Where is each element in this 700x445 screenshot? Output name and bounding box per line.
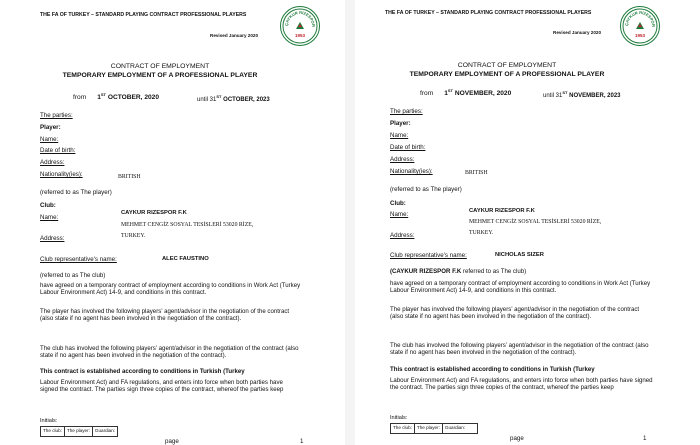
club-address-line1: MEHMET CENGİZ SOSYAL TESİSLERİ 53020 RİZE,: [469, 219, 602, 225]
page-label: page: [165, 438, 179, 445]
referred-player: (referred to as The player): [40, 189, 112, 196]
from-date: NOVEMBER, 2020: [452, 90, 512, 98]
initials-box: [40, 426, 118, 437]
player-label: Player:: [390, 120, 411, 127]
contract-subtitle: TEMPORARY EMPLOYMENT OF A PROFESSIONAL PLAYER: [409, 71, 605, 78]
referred-club: [390, 268, 526, 275]
club-seal-logo: [280, 6, 320, 46]
until-label: until 31: [197, 97, 217, 103]
from-day: 1: [97, 94, 101, 102]
page-label: page: [510, 435, 524, 442]
contract-title: CONTRACT OF EMPLOYMENT: [457, 62, 557, 69]
nationality-label: Nationality(ies):: [390, 168, 433, 175]
initials-player: The player:: [65, 427, 93, 436]
until-date: [197, 94, 270, 103]
contract-period: [73, 92, 159, 101]
club-seal-logo: [620, 6, 660, 46]
initials-box: [390, 423, 478, 434]
club-label: Club:: [40, 202, 56, 209]
player-address-label: Address:: [40, 159, 65, 166]
until-value: NOVEMBER, 2023: [567, 93, 621, 99]
paragraph-player-agent: The player has involved the following players’ agent/advisor in the negotiation of the contract (also state if no agent has been involved in the negotiation of the contract).: [390, 306, 640, 321]
from-sup: ST: [100, 92, 106, 97]
nationality-value: BRITISH: [118, 174, 141, 180]
club-rep-name: ALEC FAUSTINO: [162, 256, 209, 262]
paragraph-enters-force: Labour Environment Act) and FA regulations, and enters into force when both parties have signed the contract. The parties sign three copies of the contract, whereof the parties keep: [40, 379, 284, 394]
parties-label: The parties:: [390, 108, 423, 115]
until-sup: ST: [216, 94, 222, 99]
revised-note: Revised January 2020: [553, 30, 602, 35]
club-address-label: Address:: [40, 235, 65, 242]
svg-text:1953: 1953: [634, 33, 646, 38]
contract-subtitle: TEMPORARY EMPLOYMENT OF A PROFESSIONAL PLAYER: [62, 72, 258, 79]
paragraph-player-agent: The player has involved the following players’ agent/advisor in the negotiation of the contract (also state if no agent has been involved in the negotiation of the contract).: [40, 308, 290, 323]
club-name-value: CAYKUR RIZESPOR F.K: [469, 208, 535, 214]
page-number: 1: [643, 435, 647, 442]
player-name-label: Name:: [40, 136, 59, 143]
dob-label: Date of birth:: [390, 144, 426, 151]
svg-text:ÇAYKUR RİZESPOR KULÜBÜ: ÇAYKUR RİZESPOR: [623, 9, 657, 27]
club-rep-label: Club representative's name:: [390, 252, 467, 259]
doc-header: THE FA OF TURKEY – STANDARD PLAYING CONTRACT PROFESSIONAL PLAYERS: [40, 12, 247, 18]
from-date: OCTOBER, 2020: [105, 94, 159, 102]
initials-guardian: Guardian:: [94, 428, 116, 433]
from-label: from: [73, 94, 87, 102]
until-date: [543, 90, 621, 99]
contract-page-left: [0, 0, 345, 445]
page-number: 1: [300, 438, 304, 445]
club-name-label: Name:: [40, 214, 59, 221]
club-rep-label: Club representative's name:: [40, 256, 117, 263]
contract-page-right: [355, 0, 700, 445]
club-name-value: CAYKUR RIZESPOR F.K: [121, 210, 187, 216]
club-address-line2: TURKEY.: [121, 233, 146, 239]
referred-club-bold: (CAYKUR RIZESPOR F.K: [390, 268, 462, 275]
initials-club: The club:: [391, 424, 415, 433]
club-label: Club:: [390, 200, 406, 207]
from-day: 1: [444, 90, 448, 98]
contract-title: CONTRACT OF EMPLOYMENT: [110, 63, 210, 70]
nationality-value: BRITISH: [465, 170, 488, 176]
referred-club-rest: referred to as The club): [461, 268, 527, 275]
player-name-label: Name:: [390, 132, 409, 139]
from-sup: ST: [447, 88, 453, 93]
paragraph-agreement: have agreed on a temporary contract of employment according to conditions in Work Act (Turkey Labour Environment Act) 14-9, and conditions in this contract.: [40, 282, 301, 297]
club-name-label: Name:: [390, 211, 409, 218]
player-address-label: Address:: [390, 156, 415, 163]
initials-label: Initials:: [390, 415, 408, 421]
svg-text:1953: 1953: [294, 33, 306, 38]
paragraph-established: This contract is established according to conditions in Turkish (Turkey: [40, 368, 245, 375]
until-label: until 31: [543, 93, 563, 99]
referred-player: (referred to as The player): [390, 186, 462, 193]
revised-note: Revised January 2020: [210, 33, 259, 38]
club-rep-name: NICHOLAS SIZER: [495, 252, 544, 258]
paragraph-agreement: have agreed on a temporary contract of employment according to conditions in Work Act (Turkey Labour Environment Act) 14-9, and conditions in this contract.: [390, 280, 651, 295]
page-gutter: [345, 0, 355, 445]
club-address-label: Address:: [390, 232, 415, 239]
from-label: from: [420, 90, 434, 98]
paragraph-enters-force: Labour Environment Act) and FA regulations, and enters into force when both parties have signed the contract. The parties sign three copies of the contract, whereof the parties keep: [390, 377, 653, 392]
paragraph-club-agent: The club has involved the following players’ agent/advisor in the negotiation of the contract (also state if no agent has been involved in the negotiation of the contract).: [390, 342, 649, 357]
parties-label: The parties:: [40, 112, 73, 119]
until-value: OCTOBER, 2023: [221, 97, 270, 103]
until-sup: ST: [562, 90, 568, 95]
paragraph-established: This contract is established according to conditions in Turkish (Turkey: [390, 366, 595, 373]
contract-period: [420, 88, 511, 97]
initials-label: Initials:: [40, 418, 58, 424]
initials-guardian: Guardian:: [444, 425, 466, 430]
nationality-label: Nationality(ies):: [40, 171, 83, 178]
initials-club: The club:: [41, 427, 65, 436]
svg-text:ÇAYKUR RİZESPOR KULÜBÜ: ÇAYKUR RİZESPOR: [283, 9, 317, 27]
club-address-line1: MEHMET CENGİZ SOSYAL TESİSLERİ 53020 RİZE,: [121, 222, 254, 228]
initials-player: The player:: [415, 424, 443, 433]
player-label: Player:: [40, 124, 61, 131]
referred-club: (referred to as The club): [40, 272, 106, 279]
paragraph-club-agent: The club has involved the following players’ agent/advisor in the negotiation of the contract (also state if no agent has been involved in the negotiation of the contract).: [40, 345, 299, 360]
dob-label: Date of birth:: [40, 147, 76, 154]
doc-header: THE FA OF TURKEY – STANDARD PLAYING CONTRACT PROFESSIONAL PLAYERS: [385, 10, 592, 16]
club-address-line2: TURKEY.: [469, 230, 494, 236]
